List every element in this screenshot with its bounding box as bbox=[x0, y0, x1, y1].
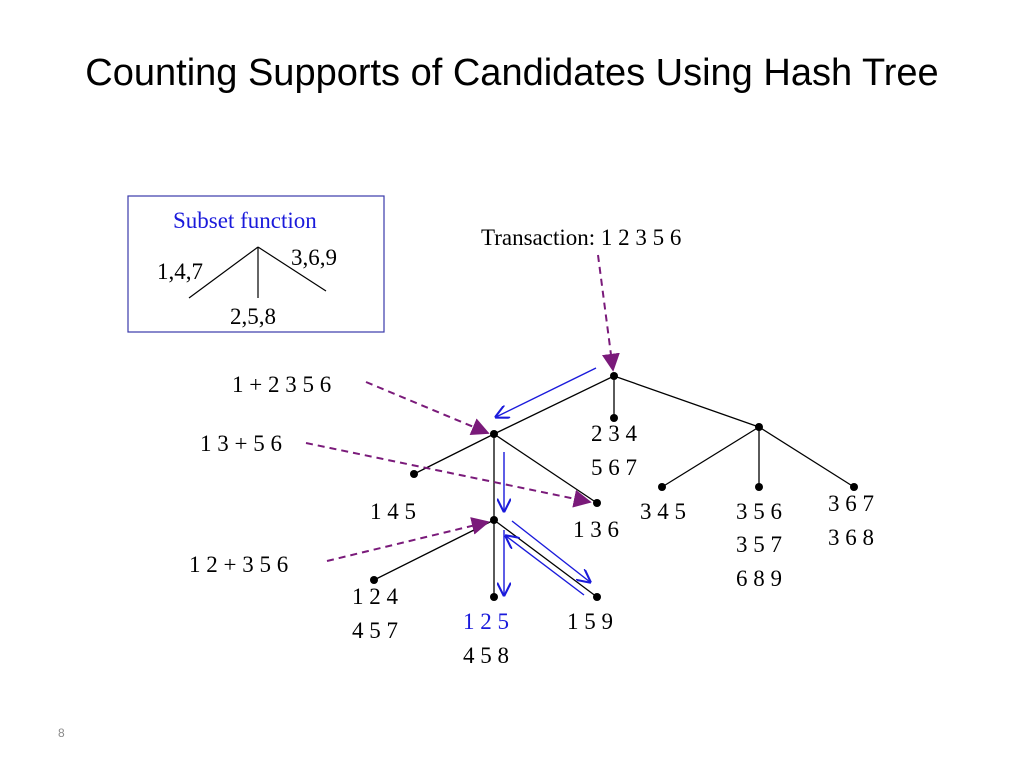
edge-n12-124 bbox=[374, 520, 494, 580]
subset-label-147: 1,4,7 bbox=[157, 259, 203, 284]
pointer-arrows bbox=[306, 255, 613, 561]
node-367 bbox=[850, 483, 858, 491]
node-145 bbox=[410, 470, 418, 478]
node-124 bbox=[370, 576, 378, 584]
leaf-159: 1 5 9 bbox=[567, 609, 613, 634]
annotation-split-1: 1 + 2 3 5 6 bbox=[232, 372, 332, 397]
subset-label-369: 3,6,9 bbox=[291, 245, 337, 270]
leaf-124-line2: 4 5 7 bbox=[352, 618, 398, 643]
leaf-367-line2: 3 6 8 bbox=[828, 525, 874, 550]
node-3 bbox=[755, 423, 763, 431]
subset-function-box bbox=[128, 196, 384, 332]
node-159 bbox=[593, 593, 601, 601]
leaf-345: 3 4 5 bbox=[640, 499, 686, 524]
node-356 bbox=[755, 483, 763, 491]
node-125 bbox=[490, 593, 498, 601]
traversal-arrow-159-back bbox=[506, 536, 584, 595]
annotation-split-12: 1 2 + 3 5 6 bbox=[189, 552, 289, 577]
leaf-234-567-line1: 2 3 4 bbox=[591, 421, 637, 446]
node-1 bbox=[490, 430, 498, 438]
pointer-split13-to-node136 bbox=[306, 443, 590, 502]
annotation-split-13: 1 3 + 5 6 bbox=[200, 431, 282, 456]
subset-function-title: Subset function bbox=[173, 208, 317, 233]
node-12 bbox=[490, 516, 498, 524]
edge-n3-367 bbox=[759, 427, 854, 487]
traversal-arrows bbox=[496, 368, 596, 595]
leaf-124-line1: 1 2 4 bbox=[352, 584, 398, 609]
pointer-split1-to-node1 bbox=[366, 382, 488, 433]
transaction-label: Transaction: 1 2 3 5 6 bbox=[481, 225, 682, 250]
leaf-356-line3: 6 8 9 bbox=[736, 566, 782, 591]
pointer-split12-to-node12 bbox=[327, 522, 488, 561]
node-136 bbox=[593, 499, 601, 507]
leaf-234-567-line2: 5 6 7 bbox=[591, 455, 637, 480]
edge-root-n3 bbox=[614, 376, 759, 427]
node-root bbox=[610, 372, 618, 380]
subset-label-258: 2,5,8 bbox=[230, 304, 276, 329]
tree-edges bbox=[374, 376, 854, 597]
node-345 bbox=[658, 483, 666, 491]
slide-title: Counting Supports of Candidates Using Hash Tree bbox=[85, 52, 939, 94]
pointer-transaction-to-root bbox=[598, 255, 613, 370]
leaf-145: 1 4 5 bbox=[370, 499, 416, 524]
leaf-356-line1: 3 5 6 bbox=[736, 499, 782, 524]
leaf-356-line2: 3 5 7 bbox=[736, 532, 782, 557]
leaf-125-line2: 4 5 8 bbox=[463, 643, 509, 668]
leaf-367-line1: 3 6 7 bbox=[828, 491, 874, 516]
leaf-125-line1: 1 2 5 bbox=[463, 609, 509, 634]
page-number: 8 bbox=[58, 726, 65, 740]
edge-n3-345 bbox=[662, 427, 759, 487]
leaf-136: 1 3 6 bbox=[573, 517, 619, 542]
